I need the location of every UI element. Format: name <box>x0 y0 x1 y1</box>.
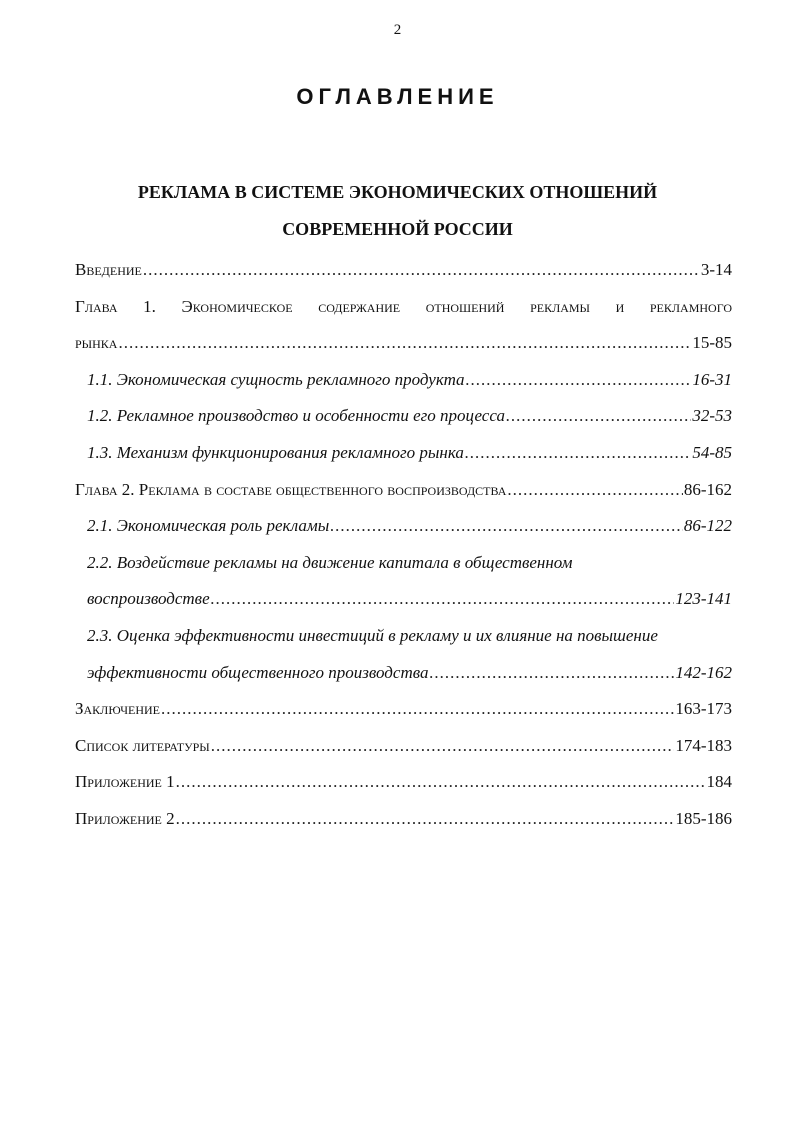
toc-heading: ОГЛАВЛЕНИЕ <box>296 84 499 109</box>
toc-word: Глава <box>75 296 118 316</box>
toc-entry-section-2-2-line-1 <box>75 545 732 582</box>
toc-entry-chapter-1-line-1 <box>75 289 732 326</box>
toc-entry-pages: 86-122 <box>683 516 732 536</box>
toc-entry-appendix-2 <box>75 801 732 838</box>
toc-entry-pages: 16-31 <box>692 369 732 389</box>
toc-entry-label: Глава 2. Реклама в составе общественного воспроизводства <box>75 479 507 499</box>
toc-entry-label: 2.2. Воздействие рекламы на движение капитала в общественном <box>87 552 573 572</box>
toc-entry-section-1-3 <box>75 435 732 472</box>
toc-entry-label: 1.2. Рекламное производство и особенности его процесса <box>87 406 505 426</box>
work-title <box>0 174 795 248</box>
dot-leader <box>118 325 691 362</box>
toc-entry-pages: 163-173 <box>675 699 732 719</box>
page-number: 2 <box>393 22 402 38</box>
toc-entry-label: 2.1. Экономическая роль рекламы <box>87 516 330 536</box>
toc-entry-label: Список литературы <box>75 735 210 755</box>
dot-leader <box>466 362 692 399</box>
toc-entry-label <box>75 289 732 326</box>
toc-entry-pages: 184 <box>706 772 732 792</box>
toc-entry-pages: 32-53 <box>692 406 732 426</box>
toc-word: рекламного <box>649 296 732 316</box>
dot-leader <box>176 764 706 801</box>
toc-entry-pages: 3-14 <box>700 260 732 279</box>
toc-word: рекламы <box>530 296 591 316</box>
toc-word: содержание <box>318 296 401 316</box>
toc-entry-chapter-2 <box>75 472 732 509</box>
toc-entry-chapter-1-line-2 <box>75 325 732 362</box>
toc-entry-label: Введение <box>75 260 142 279</box>
toc-word: отношений <box>425 296 505 316</box>
toc-entry-section-2-3-line-1 <box>75 618 732 655</box>
toc-entry-appendix-1 <box>75 764 732 801</box>
toc-entry-label: рынка <box>75 333 118 353</box>
toc-entry-pages: 123-141 <box>675 589 732 609</box>
dot-leader <box>176 801 675 838</box>
toc-word: 1. <box>143 296 156 316</box>
toc-entry-pages: 174-183 <box>675 735 732 755</box>
dot-leader <box>143 252 700 289</box>
toc-entry-label: эффективности общественного производства <box>87 662 429 682</box>
toc-entry-label: Заключение <box>75 699 160 719</box>
toc-entry-label: 1.1. Экономическая сущность рекламного продукта <box>87 369 465 389</box>
dot-leader <box>211 728 675 765</box>
toc-entry-pages: 15-85 <box>692 333 732 353</box>
toc-entry-section-2-1 <box>75 508 732 545</box>
dot-leader <box>430 655 675 692</box>
toc-entry-label: воспроизводстве <box>87 589 210 609</box>
dot-leader <box>506 398 691 435</box>
toc-entry-label: Приложение 2 <box>75 808 175 828</box>
dot-leader <box>507 472 682 509</box>
table-of-contents <box>75 252 732 838</box>
dot-leader <box>330 508 683 545</box>
work-title-line-2: СОВРЕМЕННОЙ РОССИИ <box>282 219 513 239</box>
toc-entry-introduction <box>75 252 732 289</box>
toc-word: и <box>615 296 625 316</box>
toc-entry-pages: 54-85 <box>692 442 732 462</box>
toc-entry-pages: 86-162 <box>683 479 732 499</box>
toc-entry-conclusion <box>75 691 732 728</box>
toc-entry-label: Приложение 1 <box>75 772 175 792</box>
work-title-line-1: РЕКЛАМА В СИСТЕМЕ ЭКОНОМИЧЕСКИХ ОТНОШЕНИЙ <box>137 182 658 202</box>
toc-entry-section-1-2 <box>75 398 732 435</box>
toc-entry-pages: 185-186 <box>675 808 732 828</box>
toc-entry-section-2-3-line-2 <box>75 655 732 692</box>
dot-leader <box>465 435 691 472</box>
toc-entry-label: 2.3. Оценка эффективности инвестиций в рекламу и их влияние на повышение <box>87 625 658 645</box>
toc-entry-pages: 142-162 <box>675 662 732 682</box>
toc-entry-section-2-2-line-2 <box>75 581 732 618</box>
toc-entry-label: 1.3. Механизм функционирования рекламного рынка <box>87 442 464 462</box>
toc-entry-bibliography <box>75 728 732 765</box>
toc-entry-section-1-1 <box>75 362 732 399</box>
dot-leader <box>161 691 674 728</box>
dot-leader <box>211 581 675 618</box>
toc-word: Экономическое <box>181 296 293 316</box>
